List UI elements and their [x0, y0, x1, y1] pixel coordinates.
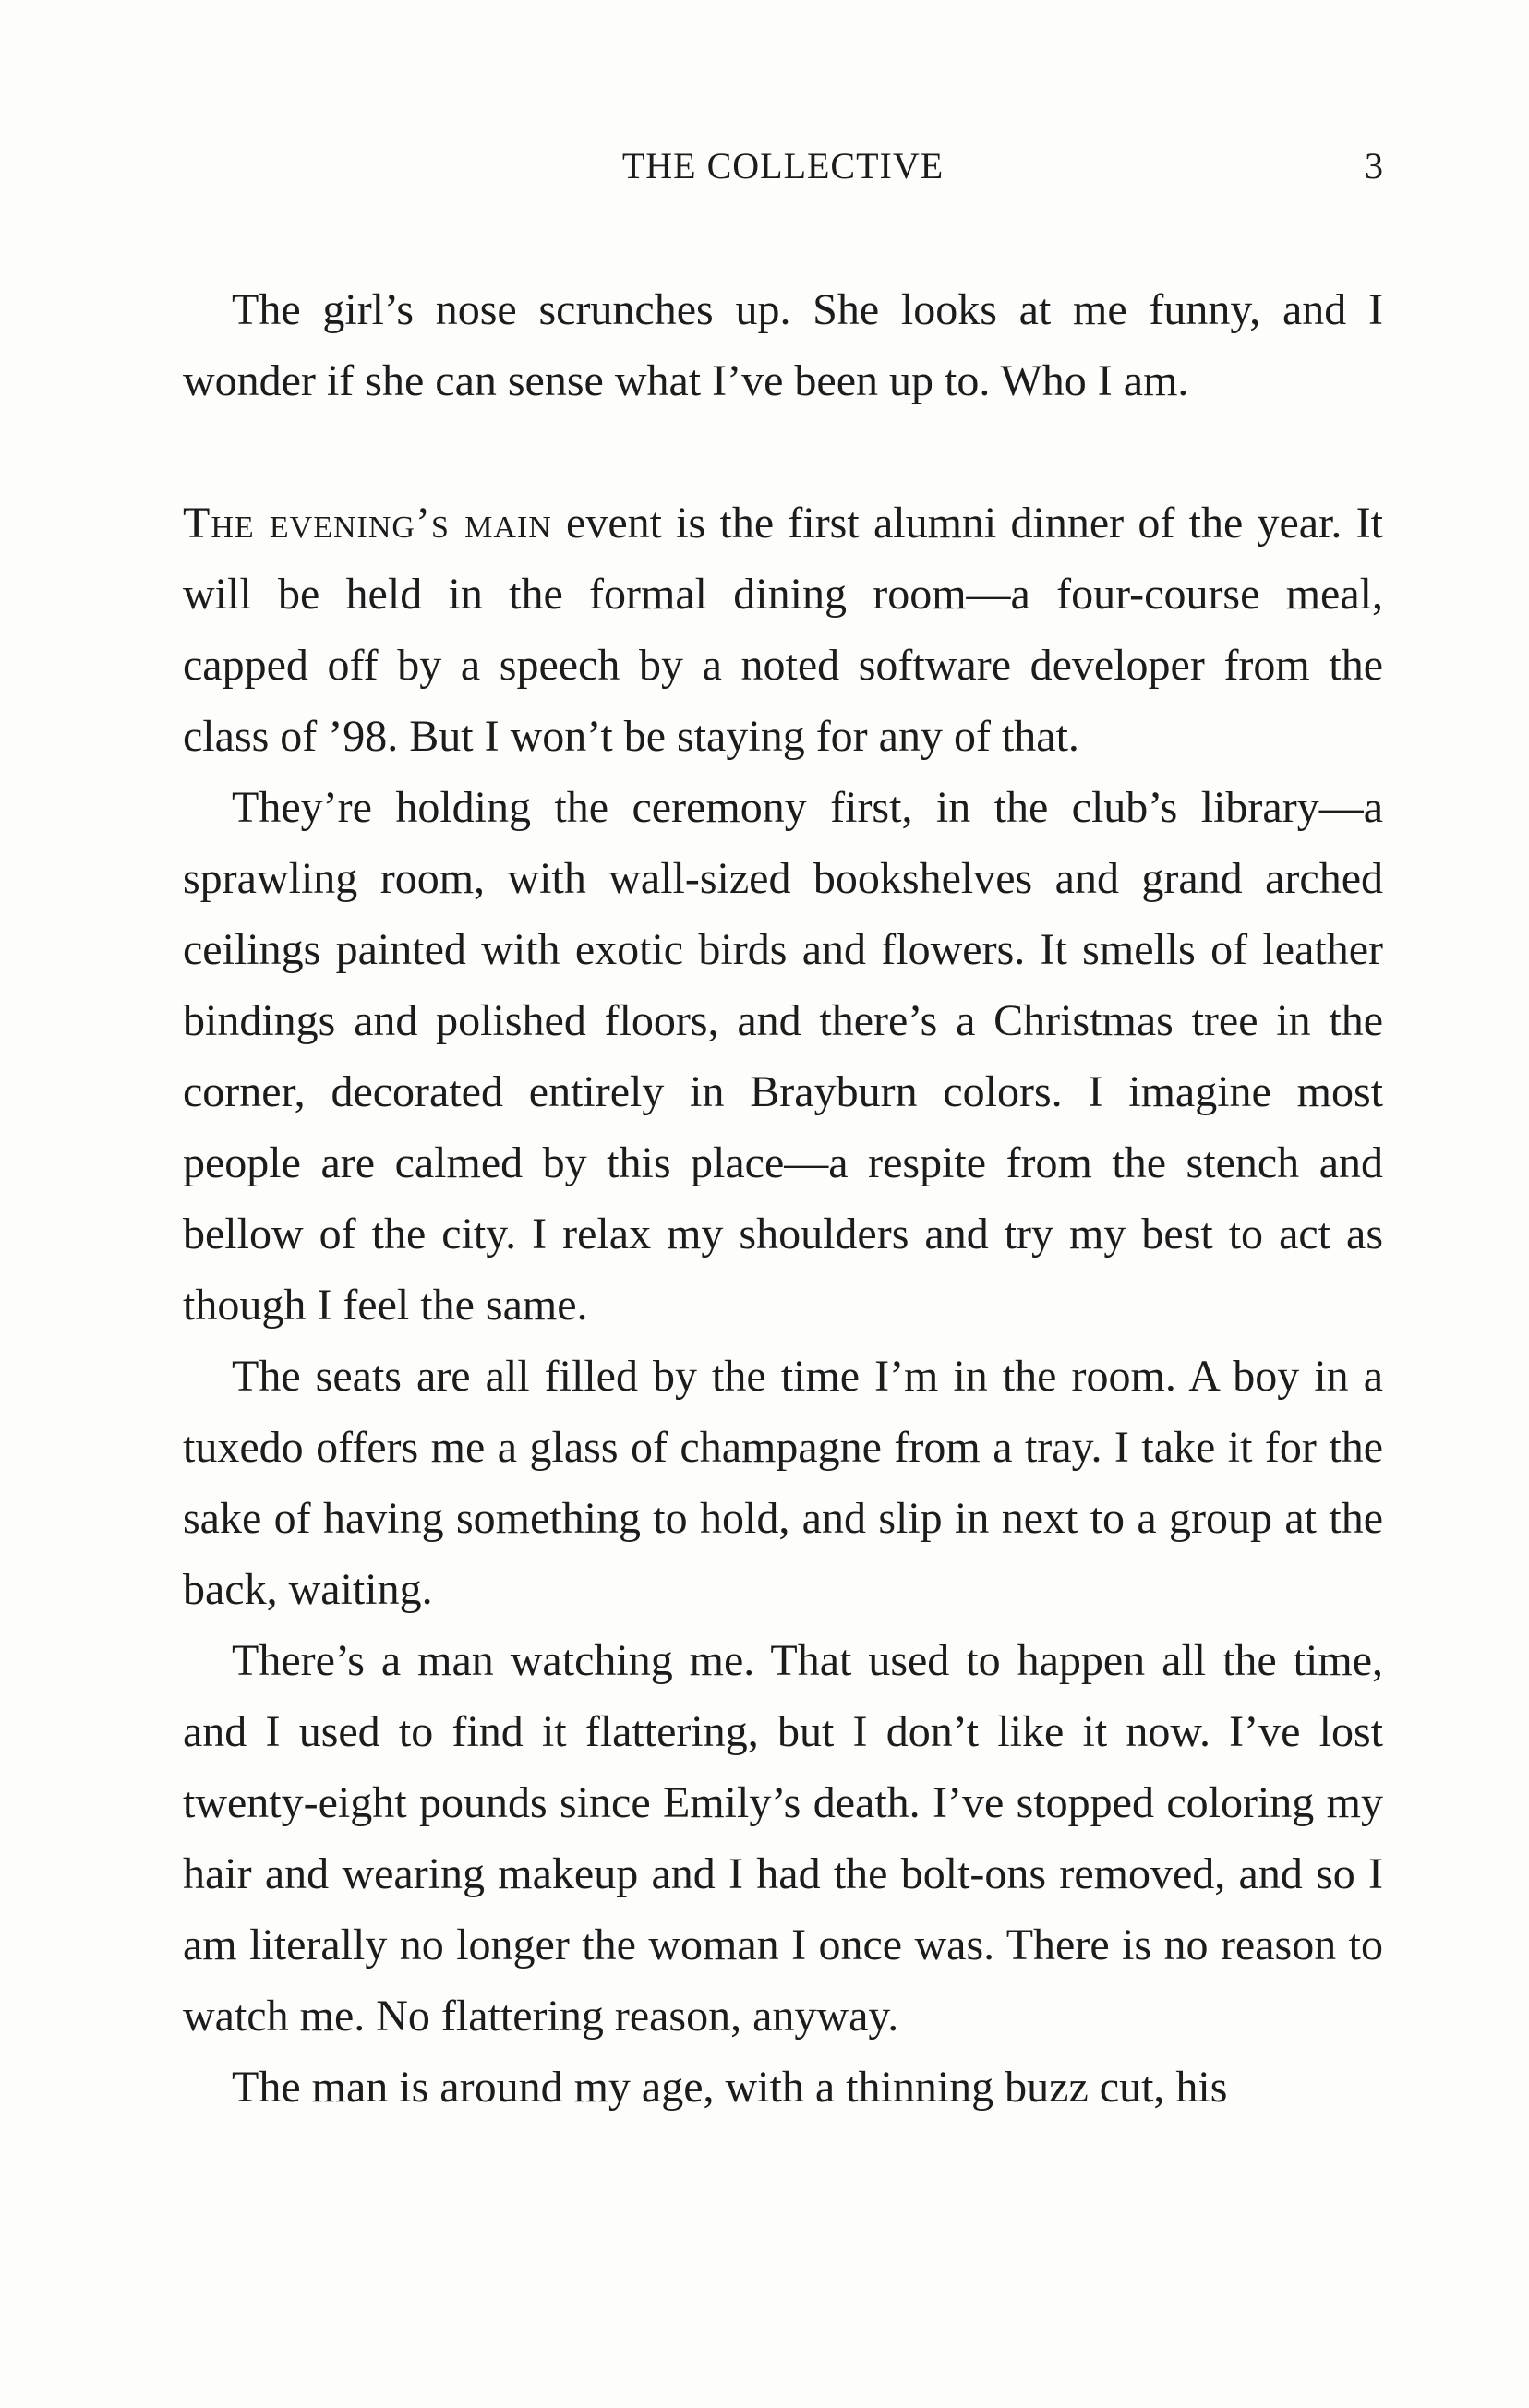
running-head: [183, 138, 1383, 194]
paragraph-text: The seats are all filled by the time I’m in the room. A boy in a tuxedo offers me a glass of champagne from a tray. I take it for the sake of having something to hold, and slip in next to a group at the back, waiting.: [183, 1352, 1383, 1614]
small-caps-lead-in: The evening’s main: [183, 499, 552, 548]
body-text: [183, 274, 1383, 2123]
paragraph-text: event is the first alumni dinner of the year. It will be held in the formal dining room—a four-course meal, capped off by a speech by a noted software developer from the class of ’98. But I won’t be staying for any of that.: [183, 499, 1384, 761]
paragraph: [183, 772, 1383, 1341]
paragraph-text: The man is around my age, with a thinning buzz cut, his: [232, 2063, 1228, 2112]
paragraph: [183, 1625, 1383, 2052]
running-title: THE COLLECTIVE: [621, 145, 945, 187]
paragraph: [183, 274, 1383, 416]
paragraph-text: The girl’s nose scrunches up. She looks at me funny, and I wonder if she can sense what I’ve been up to. Who I am.: [183, 285, 1383, 405]
paragraph-text: They’re holding the ceremony first, in the club’s library—a sprawling room, with wall-sized bookshelves and grand arched ceilings painted with exotic birds and flowers. It smells of leather bindings and polished floors, and there’s a Christmas tree in the corner, decorated entirely in Brayburn colors. I imagine most people are calmed by this place—a respite from the stench and bellow of the city. I relax my shoulders and try my best to act as though I feel the same.: [183, 783, 1383, 1330]
section-opening-paragraph: [183, 488, 1383, 772]
paragraph: [183, 1341, 1383, 1625]
paragraph-text: There’s a man watching me. That used to happen all the time, and I used to find it flattering, but I don’t like it now. I’ve lost twenty-eight pounds since Emily’s death. I’ve stopped coloring my hair and wearing makeup and I had the bolt-ons removed, and so I am literally no longer the woman I once was. There is no reason to watch me. No flattering reason, anyway.: [183, 1636, 1383, 2041]
page-number: 3: [1365, 145, 1383, 187]
paragraph: [183, 2052, 1383, 2123]
